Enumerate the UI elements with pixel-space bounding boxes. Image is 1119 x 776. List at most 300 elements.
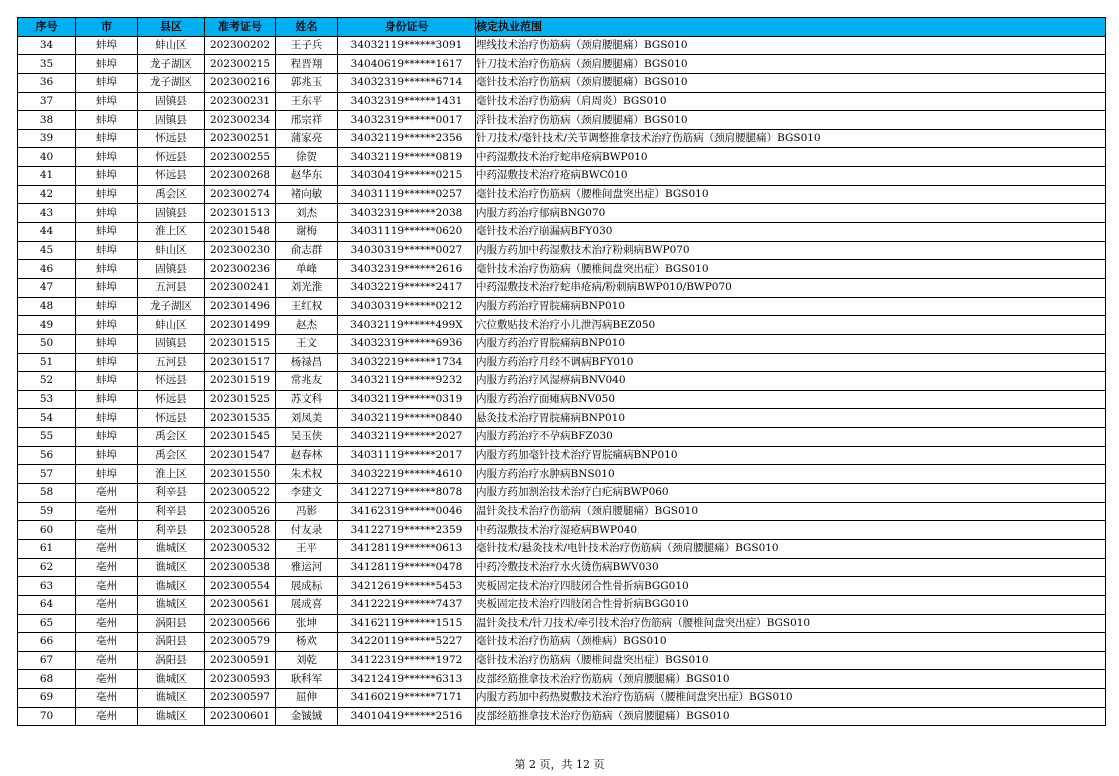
- cell-practice-scope: 悬灸技术治疗胃脘痛病BNP010: [476, 409, 1106, 428]
- cell-id-number: 34162319******0046: [338, 502, 476, 521]
- cell-city: 蚌埠: [76, 316, 138, 335]
- cell-district: 龙子湖区: [138, 55, 205, 74]
- cell-city: 蚌埠: [76, 167, 138, 186]
- cell-name: 徐贺: [276, 148, 338, 167]
- cell-district: 涡阳县: [138, 651, 205, 670]
- cell-id-number: 34040619******1617: [338, 55, 476, 74]
- cell-id-number: 34030319******0212: [338, 297, 476, 316]
- cell-id-number: 34032319******6936: [338, 334, 476, 353]
- cell-district: 怀远县: [138, 390, 205, 409]
- cell-district: 五河县: [138, 353, 205, 372]
- cell-name: 展成标: [276, 577, 338, 596]
- cell-exam-number: 202301515: [205, 334, 276, 353]
- cell-id-number: 34212619******5453: [338, 577, 476, 596]
- cell-district: 怀远县: [138, 372, 205, 391]
- cell-id-number: 34122719******8078: [338, 484, 476, 503]
- cell-city: 蚌埠: [76, 73, 138, 92]
- cell-city: 亳州: [76, 539, 138, 558]
- cell-index: 44: [18, 223, 76, 242]
- cell-district: 怀远县: [138, 167, 205, 186]
- cell-name: 程晋翔: [276, 55, 338, 74]
- cell-index: 45: [18, 241, 76, 260]
- table-row: [18, 521, 1106, 540]
- cell-name: 赵春林: [276, 446, 338, 465]
- cell-index: 36: [18, 73, 76, 92]
- cell-index: 34: [18, 36, 76, 55]
- cell-id-number: 34032319******2616: [338, 260, 476, 279]
- cell-id-number: 34032119******499X: [338, 316, 476, 335]
- cell-exam-number: 202300591: [205, 651, 276, 670]
- cell-district: 固镇县: [138, 111, 205, 130]
- cell-district: 龙子湖区: [138, 73, 205, 92]
- cell-id-number: 34031119******2017: [338, 446, 476, 465]
- cell-name: 赵杰: [276, 316, 338, 335]
- cell-id-number: 34220119******5227: [338, 633, 476, 652]
- cell-id-number: 34032119******9232: [338, 372, 476, 391]
- cell-id-number: 34128119******0478: [338, 558, 476, 577]
- cell-exam-number: 202300528: [205, 521, 276, 540]
- table-row: [18, 670, 1106, 689]
- cell-index: 68: [18, 670, 76, 689]
- cell-practice-scope: 中药湿敷技术治疗蛇串疮病/粉刺病BWP010/BWP070: [476, 278, 1106, 297]
- cell-practice-scope: 内服方药加中药湿敷技术治疗粉刺病BWP070: [476, 241, 1106, 260]
- cell-exam-number: 202300522: [205, 484, 276, 503]
- cell-city: 亳州: [76, 521, 138, 540]
- cell-city: 亳州: [76, 577, 138, 596]
- cell-exam-number: 202300251: [205, 129, 276, 148]
- cell-district: 涡阳县: [138, 614, 205, 633]
- cell-id-number: 34010419******2516: [338, 707, 476, 726]
- cell-district: 谯城区: [138, 707, 205, 726]
- cell-practice-scope: 内服方药治疗不孕病BFZ030: [476, 428, 1106, 447]
- table-row: [18, 651, 1106, 670]
- cell-name: 杨欢: [276, 633, 338, 652]
- cell-exam-number: 202301499: [205, 316, 276, 335]
- cell-practice-scope: 毫针技术治疗伤筋病（腰椎间盘突出症）BGS010: [476, 651, 1106, 670]
- table-row: [18, 539, 1106, 558]
- cell-city: 蚌埠: [76, 111, 138, 130]
- cell-city: 亳州: [76, 484, 138, 503]
- cell-exam-number: 202300216: [205, 73, 276, 92]
- table-row: [18, 316, 1106, 335]
- cell-id-number: 34032319******6714: [338, 73, 476, 92]
- cell-id-number: 34032319******0017: [338, 111, 476, 130]
- cell-name: 谢梅: [276, 223, 338, 242]
- table-row: [18, 502, 1106, 521]
- cell-index: 35: [18, 55, 76, 74]
- cell-city: 亳州: [76, 651, 138, 670]
- cell-district: 禹会区: [138, 185, 205, 204]
- roster-table: [17, 17, 1106, 726]
- cell-district: 五河县: [138, 278, 205, 297]
- cell-practice-scope: 浮针技术治疗伤筋病（颈肩腰腿痛）BGS010: [476, 111, 1106, 130]
- cell-city: 蚌埠: [76, 428, 138, 447]
- cell-index: 58: [18, 484, 76, 503]
- table-row: [18, 167, 1106, 186]
- cell-name: 冯影: [276, 502, 338, 521]
- cell-city: 蚌埠: [76, 446, 138, 465]
- cell-name: 刘杰: [276, 204, 338, 223]
- cell-city: 亳州: [76, 670, 138, 689]
- cell-exam-number: 202300566: [205, 614, 276, 633]
- cell-city: 蚌埠: [76, 223, 138, 242]
- table-row: [18, 148, 1106, 167]
- cell-city: 蚌埠: [76, 55, 138, 74]
- cell-district: 怀远县: [138, 148, 205, 167]
- cell-exam-number: 202300532: [205, 539, 276, 558]
- table-row: [18, 614, 1106, 633]
- table-row: [18, 204, 1106, 223]
- cell-district: 固镇县: [138, 334, 205, 353]
- cell-city: 亳州: [76, 707, 138, 726]
- cell-practice-scope: 内服方药加割治技术治疗白疕病BWP060: [476, 484, 1106, 503]
- cell-name: 单峰: [276, 260, 338, 279]
- cell-id-number: 34122219******7437: [338, 595, 476, 614]
- cell-practice-scope: 中药湿敷技术治疗疮病BWC010: [476, 167, 1106, 186]
- cell-index: 66: [18, 633, 76, 652]
- cell-id-number: 34128119******0613: [338, 539, 476, 558]
- cell-exam-number: 202301517: [205, 353, 276, 372]
- cell-practice-scope: 内服方药治疗月经不调病BFY010: [476, 353, 1106, 372]
- cell-index: 52: [18, 372, 76, 391]
- cell-practice-scope: 中药冷敷技术治疗水火烫伤病BWV030: [476, 558, 1106, 577]
- cell-practice-scope: 针刀技术/毫针技术/关节调整推拿技术治疗伤筋病（颈肩腰腿痛）BGS010: [476, 129, 1106, 148]
- cell-name: 蒲家亮: [276, 129, 338, 148]
- cell-exam-number: 202300255: [205, 148, 276, 167]
- cell-district: 禹会区: [138, 428, 205, 447]
- cell-name: 刘凤美: [276, 409, 338, 428]
- cell-exam-number: 202300215: [205, 55, 276, 74]
- cell-city: 亳州: [76, 633, 138, 652]
- cell-practice-scope: 内服方药治疗风湿痹病BNV040: [476, 372, 1106, 391]
- cell-name: 刘光淮: [276, 278, 338, 297]
- cell-index: 56: [18, 446, 76, 465]
- cell-city: 蚌埠: [76, 390, 138, 409]
- cell-practice-scope: 温针灸技术/针刀技术/牵引技术治疗伤筋病（腰椎间盘突出症）BGS010: [476, 614, 1106, 633]
- cell-name: 付友录: [276, 521, 338, 540]
- cell-index: 53: [18, 390, 76, 409]
- cell-id-number: 34032219******4610: [338, 465, 476, 484]
- table-row: [18, 185, 1106, 204]
- cell-exam-number: 202300234: [205, 111, 276, 130]
- cell-index: 51: [18, 353, 76, 372]
- table-body: [18, 36, 1106, 726]
- table-row: [18, 689, 1106, 708]
- header-name: 姓名: [276, 18, 338, 37]
- cell-exam-number: 202301513: [205, 204, 276, 223]
- cell-practice-scope: 中药湿敷技术治疗湿疮病BWP040: [476, 521, 1106, 540]
- cell-practice-scope: 针刀技术治疗伤筋病（颈肩腰腿痛）BGS010: [476, 55, 1106, 74]
- cell-index: 67: [18, 651, 76, 670]
- cell-id-number: 34030319******0027: [338, 241, 476, 260]
- cell-city: 蚌埠: [76, 129, 138, 148]
- cell-name: 展成喜: [276, 595, 338, 614]
- table-row: [18, 92, 1106, 111]
- cell-practice-scope: 夹板固定技术治疗四肢闭合性骨折病BGG010: [476, 595, 1106, 614]
- cell-district: 淮上区: [138, 223, 205, 242]
- cell-exam-number: 202301535: [205, 409, 276, 428]
- header-row: [18, 18, 1106, 37]
- cell-name: 朱术权: [276, 465, 338, 484]
- cell-city: 蚌埠: [76, 241, 138, 260]
- header-exam-number: 准考证号: [205, 18, 276, 37]
- cell-district: 固镇县: [138, 260, 205, 279]
- cell-exam-number: 202301550: [205, 465, 276, 484]
- table-row: [18, 577, 1106, 596]
- cell-index: 55: [18, 428, 76, 447]
- cell-practice-scope: 埋线技术治疗伤筋病（颈肩腰腿痛）BGS010: [476, 36, 1106, 55]
- cell-id-number: 34032119******2356: [338, 129, 476, 148]
- cell-city: 蚌埠: [76, 372, 138, 391]
- cell-practice-scope: 皮部经筋推拿技术治疗伤筋病（颈肩腰腿痛）BGS010: [476, 670, 1106, 689]
- cell-exam-number: 202300202: [205, 36, 276, 55]
- cell-city: 亳州: [76, 689, 138, 708]
- cell-practice-scope: 中药湿敷技术治疗蛇串疮病BWP010: [476, 148, 1106, 167]
- cell-index: 46: [18, 260, 76, 279]
- cell-district: 谯城区: [138, 558, 205, 577]
- cell-exam-number: 202301545: [205, 428, 276, 447]
- cell-city: 亳州: [76, 558, 138, 577]
- cell-practice-scope: 皮部经筋推拿技术治疗伤筋病（颈肩腰腿痛）BGS010: [476, 707, 1106, 726]
- cell-id-number: 34162119******1515: [338, 614, 476, 633]
- cell-city: 蚌埠: [76, 260, 138, 279]
- cell-practice-scope: 毫针技术/悬灸技术/电针技术治疗伤筋病（颈肩腰腿痛）BGS010: [476, 539, 1106, 558]
- table-row: [18, 428, 1106, 447]
- cell-index: 64: [18, 595, 76, 614]
- cell-city: 蚌埠: [76, 297, 138, 316]
- cell-exam-number: 202300593: [205, 670, 276, 689]
- cell-city: 蚌埠: [76, 409, 138, 428]
- cell-practice-scope: 穴位敷贴技术治疗小儿泄泻病BEZ050: [476, 316, 1106, 335]
- cell-district: 谯城区: [138, 539, 205, 558]
- table-row: [18, 465, 1106, 484]
- cell-exam-number: 202300597: [205, 689, 276, 708]
- cell-name: 李建文: [276, 484, 338, 503]
- cell-exam-number: 202300554: [205, 577, 276, 596]
- cell-index: 54: [18, 409, 76, 428]
- cell-exam-number: 202301496: [205, 297, 276, 316]
- cell-index: 47: [18, 278, 76, 297]
- table-row: [18, 297, 1106, 316]
- table-row: [18, 129, 1106, 148]
- cell-id-number: 34122319******1972: [338, 651, 476, 670]
- cell-city: 亳州: [76, 502, 138, 521]
- table-row: [18, 241, 1106, 260]
- cell-name: 常兆友: [276, 372, 338, 391]
- header-id-number: 身份证号: [338, 18, 476, 37]
- cell-index: 70: [18, 707, 76, 726]
- cell-practice-scope: 内服方药加毫针技术治疗胃脘痛病BNP010: [476, 446, 1106, 465]
- cell-index: 61: [18, 539, 76, 558]
- cell-practice-scope: 夹板固定技术治疗四肢闭合性骨折病BGG010: [476, 577, 1106, 596]
- cell-name: 王东平: [276, 92, 338, 111]
- cell-index: 59: [18, 502, 76, 521]
- cell-practice-scope: 毫针技术治疗崩漏病BFY030: [476, 223, 1106, 242]
- cell-index: 49: [18, 316, 76, 335]
- cell-id-number: 34032119******2027: [338, 428, 476, 447]
- cell-index: 57: [18, 465, 76, 484]
- cell-practice-scope: 毫针技术治疗伤筋病（腰椎间盘突出症）BGS010: [476, 185, 1106, 204]
- cell-practice-scope: 内服方药加中药热熨敷技术治疗伤筋病（腰椎间盘突出症）BGS010: [476, 689, 1106, 708]
- cell-district: 谯城区: [138, 577, 205, 596]
- cell-id-number: 34032119******0319: [338, 390, 476, 409]
- header-practice-scope: 核定执业范围: [476, 18, 1106, 37]
- cell-index: 41: [18, 167, 76, 186]
- cell-district: 禹会区: [138, 446, 205, 465]
- cell-id-number: 34030419******0215: [338, 167, 476, 186]
- table-row: [18, 353, 1106, 372]
- header-district: 县区: [138, 18, 205, 37]
- cell-name: 王文: [276, 334, 338, 353]
- cell-exam-number: 202301525: [205, 390, 276, 409]
- cell-index: 42: [18, 185, 76, 204]
- cell-name: 王子兵: [276, 36, 338, 55]
- table-row: [18, 223, 1106, 242]
- cell-practice-scope: 内服方药治疗面瘫病BNV050: [476, 390, 1106, 409]
- table-row: [18, 390, 1106, 409]
- cell-name: 张坤: [276, 614, 338, 633]
- table-row: [18, 633, 1106, 652]
- header-city: 市: [76, 18, 138, 37]
- cell-exam-number: 202300241: [205, 278, 276, 297]
- cell-exam-number: 202301548: [205, 223, 276, 242]
- cell-exam-number: 202300579: [205, 633, 276, 652]
- cell-name: 王平: [276, 539, 338, 558]
- cell-district: 蚌山区: [138, 316, 205, 335]
- cell-index: 39: [18, 129, 76, 148]
- cell-exam-number: 202301519: [205, 372, 276, 391]
- cell-district: 怀远县: [138, 409, 205, 428]
- table-row: [18, 372, 1106, 391]
- cell-practice-scope: 温针灸技术治疗伤筋病（颈肩腰腿痛）BGS010: [476, 502, 1106, 521]
- table-row: [18, 446, 1106, 465]
- cell-exam-number: 202301547: [205, 446, 276, 465]
- table-row: [18, 278, 1106, 297]
- cell-name: 屈伸: [276, 689, 338, 708]
- cell-exam-number: 202300236: [205, 260, 276, 279]
- table-row: [18, 409, 1106, 428]
- cell-district: 利辛县: [138, 521, 205, 540]
- cell-name: 赵华东: [276, 167, 338, 186]
- cell-exam-number: 202300538: [205, 558, 276, 577]
- cell-exam-number: 202300231: [205, 92, 276, 111]
- cell-district: 固镇县: [138, 92, 205, 111]
- cell-city: 蚌埠: [76, 148, 138, 167]
- cell-index: 50: [18, 334, 76, 353]
- cell-practice-scope: 毫针技术治疗伤筋病（肩周炎）BGS010: [476, 92, 1106, 111]
- cell-district: 怀远县: [138, 129, 205, 148]
- cell-name: 雅运河: [276, 558, 338, 577]
- cell-index: 63: [18, 577, 76, 596]
- cell-city: 蚌埠: [76, 465, 138, 484]
- table-row: [18, 260, 1106, 279]
- cell-city: 亳州: [76, 614, 138, 633]
- cell-district: 谯城区: [138, 670, 205, 689]
- table-row: [18, 484, 1106, 503]
- cell-district: 谯城区: [138, 595, 205, 614]
- cell-practice-scope: 内服方药治疗胃脘痛病BNP010: [476, 334, 1106, 353]
- table-row: [18, 36, 1106, 55]
- table-row: [18, 707, 1106, 726]
- cell-index: 37: [18, 92, 76, 111]
- cell-exam-number: 202300526: [205, 502, 276, 521]
- cell-index: 69: [18, 689, 76, 708]
- cell-id-number: 34031119******0257: [338, 185, 476, 204]
- cell-id-number: 34031119******0620: [338, 223, 476, 242]
- cell-index: 62: [18, 558, 76, 577]
- cell-district: 蚌山区: [138, 36, 205, 55]
- page-footer: 第 2 页，共 12 页: [514, 758, 605, 771]
- cell-practice-scope: 内服方药治疗胃脘痛病BNP010: [476, 297, 1106, 316]
- cell-index: 40: [18, 148, 76, 167]
- cell-id-number: 34160219******7171: [338, 689, 476, 708]
- cell-exam-number: 202300230: [205, 241, 276, 260]
- cell-index: 48: [18, 297, 76, 316]
- cell-practice-scope: 内服方药治疗郁病BNG070: [476, 204, 1106, 223]
- cell-index: 60: [18, 521, 76, 540]
- cell-exam-number: 202300268: [205, 167, 276, 186]
- cell-id-number: 34032119******3091: [338, 36, 476, 55]
- cell-city: 蚌埠: [76, 185, 138, 204]
- cell-city: 蚌埠: [76, 92, 138, 111]
- cell-city: 亳州: [76, 595, 138, 614]
- cell-district: 龙子湖区: [138, 297, 205, 316]
- cell-id-number: 34032219******2417: [338, 278, 476, 297]
- cell-id-number: 34032219******1734: [338, 353, 476, 372]
- table-row: [18, 73, 1106, 92]
- cell-district: 谯城区: [138, 689, 205, 708]
- cell-exam-number: 202300561: [205, 595, 276, 614]
- cell-city: 蚌埠: [76, 204, 138, 223]
- cell-name: 刘乾: [276, 651, 338, 670]
- cell-district: 利辛县: [138, 502, 205, 521]
- cell-city: 蚌埠: [76, 353, 138, 372]
- cell-index: 38: [18, 111, 76, 130]
- cell-id-number: 34032119******0840: [338, 409, 476, 428]
- cell-city: 蚌埠: [76, 278, 138, 297]
- cell-name: 王红权: [276, 297, 338, 316]
- cell-name: 郭兆玉: [276, 73, 338, 92]
- cell-district: 淮上区: [138, 465, 205, 484]
- cell-exam-number: 202300274: [205, 185, 276, 204]
- cell-district: 利辛县: [138, 484, 205, 503]
- cell-district: 涡阳县: [138, 633, 205, 652]
- cell-practice-scope: 内服方药治疗水肿病BNS010: [476, 465, 1106, 484]
- cell-index: 65: [18, 614, 76, 633]
- cell-name: 苏文科: [276, 390, 338, 409]
- cell-district: 固镇县: [138, 204, 205, 223]
- cell-name: 耿科军: [276, 670, 338, 689]
- cell-name: 吴玉侠: [276, 428, 338, 447]
- cell-practice-scope: 毫针技术治疗伤筋病（颈椎病）BGS010: [476, 633, 1106, 652]
- cell-name: 俞志群: [276, 241, 338, 260]
- cell-city: 蚌埠: [76, 36, 138, 55]
- table-row: [18, 595, 1106, 614]
- table-row: [18, 111, 1106, 130]
- cell-exam-number: 202300601: [205, 707, 276, 726]
- table-row: [18, 558, 1106, 577]
- cell-name: 褚向敏: [276, 185, 338, 204]
- table-row: [18, 55, 1106, 74]
- cell-city: 蚌埠: [76, 334, 138, 353]
- header-index: 序号: [18, 18, 76, 37]
- cell-name: 杨禄昌: [276, 353, 338, 372]
- cell-index: 43: [18, 204, 76, 223]
- cell-id-number: 34032319******1431: [338, 92, 476, 111]
- cell-id-number: 34032119******0819: [338, 148, 476, 167]
- table-row: [18, 334, 1106, 353]
- cell-practice-scope: 毫针技术治疗伤筋病（颈肩腰腿痛）BGS010: [476, 73, 1106, 92]
